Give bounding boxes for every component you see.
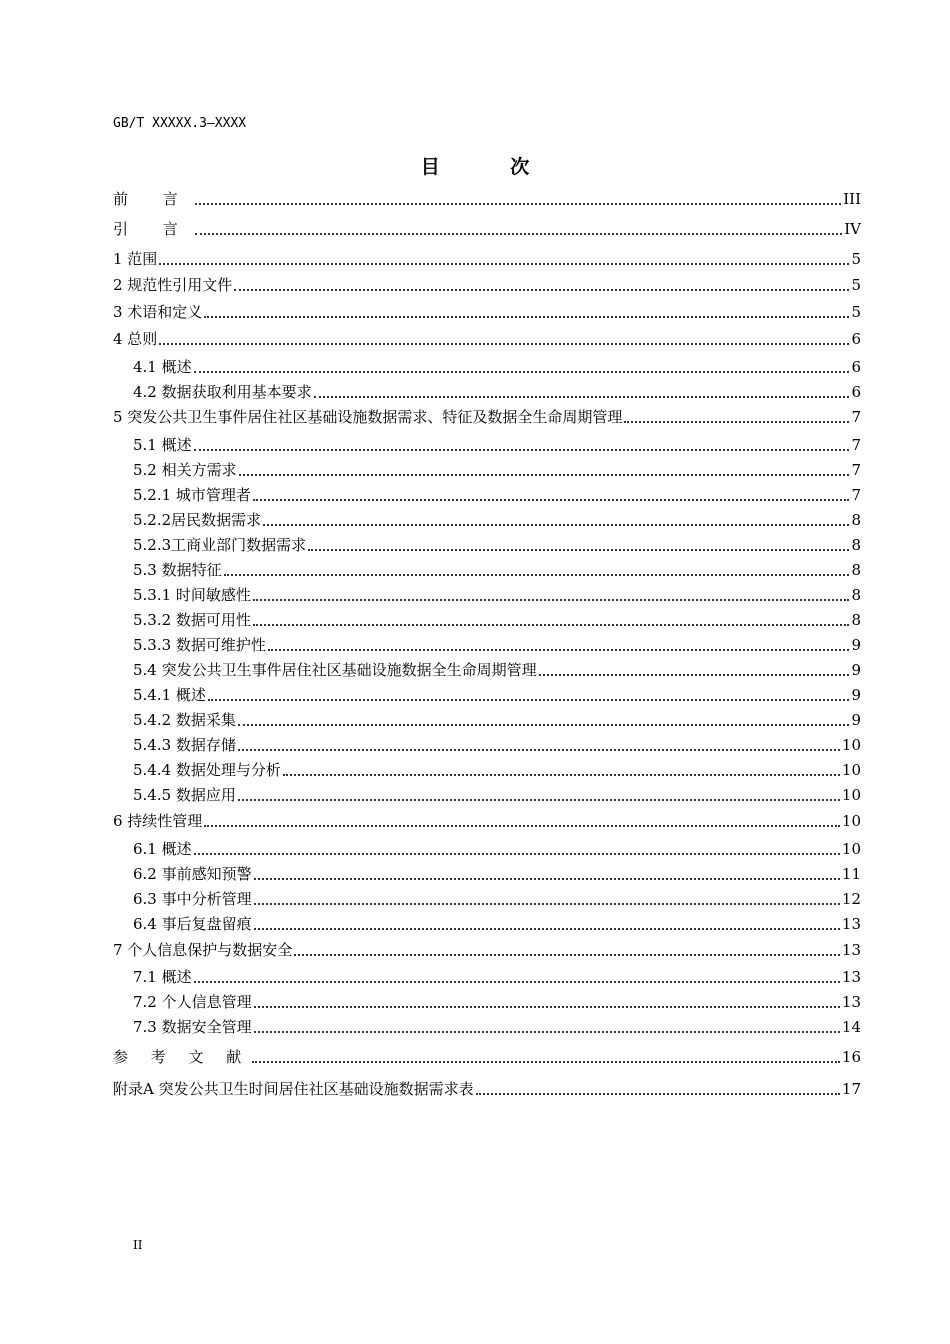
toc-entry[interactable] [113,555,861,580]
toc-leader-dots [294,954,840,956]
toc-entry[interactable] [113,630,861,655]
toc-entry-page: 5 [851,303,861,321]
toc-entry-label: 6 持续性管理 [113,812,203,830]
toc-entry-page: 5 [851,276,861,294]
toc-entry[interactable] [113,935,861,960]
toc-leader-dots [238,724,849,726]
toc-entry-label: 5.2.2居民数据需求 [133,511,262,529]
toc-leader-dots [283,774,840,776]
toc-leader-dots [159,263,849,265]
toc-entry-page: 6 [851,383,861,401]
toc-entry[interactable] [113,184,861,209]
toc-entry-page: 6 [851,330,861,348]
toc-entry-label: 2 规范性引用文件 [113,276,233,294]
toc-entry-page: 8 [851,536,861,554]
toc-entry-page: 10 [841,786,861,804]
toc-entry-page: 9 [851,636,861,654]
toc-entry[interactable] [113,244,861,269]
toc-entry-page: 13 [841,941,861,959]
toc-entry[interactable] [113,505,861,530]
toc-leader-dots [234,289,849,291]
toc-entry-page: 11 [841,865,861,883]
toc-leader-dots [159,343,849,345]
toc-entry-page: 9 [851,711,861,729]
toc-entry-page: 10 [841,812,861,830]
toc-entry-label: 3 术语和定义 [113,303,203,321]
toc-entry-page: 13 [841,968,861,986]
toc-entry-label: 4.1 概述 [133,358,192,376]
toc-entry[interactable] [113,270,861,295]
toc-entry[interactable] [113,530,861,555]
toc-leader-dots [194,853,840,855]
toc-entry[interactable] [113,580,861,605]
toc-leader-dots [476,1093,840,1095]
toc-entry-label: 6.1 概述 [133,840,192,858]
toc-entry-label: 5.4 突发公共卫生事件居住社区基础设施数据全生命周期管理 [133,661,537,679]
toc-leader-dots [539,674,849,676]
toc-entry[interactable] [113,324,861,349]
toc-entry[interactable] [113,480,861,505]
toc-entry-page: 12 [841,890,861,908]
toc-leader-dots [314,396,849,398]
toc-entry-label: 5.4.2 数据采集 [133,711,236,729]
toc-entry-label: 5.4.4 数据处理与分析 [133,761,281,779]
document-code: GB/T XXXXX.3—XXXX [113,116,247,131]
toc-leader-dots [254,878,840,880]
toc-leader-dots [263,524,849,526]
toc-leader-dots [624,421,849,423]
toc-entry-page: 7 [851,436,861,454]
toc-entry-label: 1 范围 [113,250,158,268]
toc-entry-label: 4 总则 [113,330,158,348]
toc-leader-dots [253,599,849,601]
toc-entry-label: 5.3.2 数据可用性 [133,611,251,629]
toc-leader-dots [253,499,849,501]
toc-entry-page: 8 [851,586,861,604]
toc-entry-page: 17 [841,1080,861,1098]
page-number: II [133,1238,143,1252]
toc-entry-label: 6.2 事前感知预警 [133,865,252,883]
toc-entry-label: 4.2 数据获取利用基本要求 [133,383,312,401]
toc-entry[interactable] [113,1074,861,1099]
toc-entry[interactable] [113,987,861,1012]
toc-entry-label: 5 突发公共卫生事件居住社区基础设施数据需求、特征及数据全生命周期管理 [113,408,623,426]
toc-entry-label: 5.2.3工商业部门数据需求 [133,536,307,554]
toc-entry[interactable] [113,780,861,805]
toc-entry-label: 附录A 突发公共卫生时间居住社区基础设施数据需求表 [113,1080,474,1098]
toc-entry-label: 7.1 概述 [133,968,192,986]
toc-leader-dots [224,574,849,576]
toc-entry-label: 7.2 个人信息管理 [133,993,252,1011]
toc-entry-page: 10 [841,736,861,754]
toc-entry[interactable] [113,377,861,402]
toc-entry-label: 前 言 [113,190,193,208]
toc-entry[interactable] [113,859,861,884]
toc-entry-page: 9 [851,661,861,679]
toc-leader-dots [253,624,849,626]
toc-entry[interactable] [113,1012,861,1037]
toc-entry-page: IV [844,220,861,238]
toc-entry-page: 6 [851,358,861,376]
toc-leader-dots [238,749,840,751]
toc-leader-dots [308,549,849,551]
toc-leader-dots [195,203,841,205]
toc-entry-page: 10 [841,840,861,858]
toc-entry-label: 5.3.1 时间敏感性 [133,586,251,604]
toc-entry[interactable] [113,352,861,377]
toc-leader-dots [239,474,849,476]
toc-leader-dots [194,981,840,983]
toc-entry[interactable] [113,705,861,730]
toc-entry-page: 7 [851,461,861,479]
toc-entry[interactable] [113,655,861,680]
toc-entry-page: 8 [851,611,861,629]
toc-entry-label: 5.2.1 城市管理者 [133,486,251,504]
toc-leader-dots [254,903,840,905]
toc-entry[interactable] [113,730,861,755]
toc-entry[interactable] [113,605,861,630]
toc-entry[interactable] [113,430,861,455]
toc-title: 目 次 [420,156,562,178]
toc-entry[interactable] [113,834,861,859]
toc-leader-dots [195,233,842,235]
toc-entry[interactable] [113,680,861,705]
toc-entry-page: III [843,190,861,208]
toc-entry-page: 16 [841,1048,861,1066]
toc-entry[interactable] [113,962,861,987]
toc-entry[interactable] [113,884,861,909]
toc-leader-dots [254,1006,840,1008]
toc-entry-label: 5.3 数据特征 [133,561,222,579]
toc-entry-page: 10 [841,761,861,779]
toc-entry[interactable] [113,297,861,322]
toc-entry-label: 7 个人信息保护与数据安全 [113,941,293,959]
toc-entry[interactable] [113,755,861,780]
toc-entry-label: 5.4.1 概述 [133,686,206,704]
toc-entry-label: 5.3.3 数据可维护性 [133,636,266,654]
toc-entry-page: 7 [851,408,861,426]
toc-entry-label: 引 言 [113,220,193,238]
toc-entry-page: 13 [841,915,861,933]
toc-entry[interactable] [113,214,861,239]
toc-leader-dots [254,928,840,930]
toc-entry[interactable] [113,455,861,480]
toc-entry[interactable] [113,806,861,831]
toc-leader-dots [194,371,849,373]
toc-leader-dots [254,1031,840,1033]
toc-entry-label: 参 考 文 献 [113,1048,251,1066]
toc-entry-label: 5.4.3 数据存储 [133,736,236,754]
toc-entry-page: 14 [841,1018,861,1036]
toc-entry-page: 13 [841,993,861,1011]
toc-entry-page: 8 [851,561,861,579]
toc-entry[interactable] [113,1042,861,1067]
toc-entry-label: 5.2 相关方需求 [133,461,237,479]
toc-entry-label: 6.4 事后复盘留痕 [133,915,252,933]
toc-entry[interactable] [113,909,861,934]
toc-entry-page: 7 [851,486,861,504]
toc-entry-page: 8 [851,511,861,529]
toc-entry[interactable] [113,402,861,427]
toc-leader-dots [252,1061,840,1063]
toc-leader-dots [208,699,849,701]
toc-entry-page: 5 [851,250,861,268]
toc-entry-label: 6.3 事中分析管理 [133,890,252,908]
toc-entry-page: 9 [851,686,861,704]
toc-leader-dots [204,316,849,318]
toc-leader-dots [194,449,849,451]
toc-entry-label: 5.1 概述 [133,436,192,454]
toc-leader-dots [268,649,849,651]
toc-entry-label: 7.3 数据安全管理 [133,1018,252,1036]
toc-entry-label: 5.4.5 数据应用 [133,786,236,804]
toc-leader-dots [204,825,840,827]
toc-leader-dots [238,799,840,801]
